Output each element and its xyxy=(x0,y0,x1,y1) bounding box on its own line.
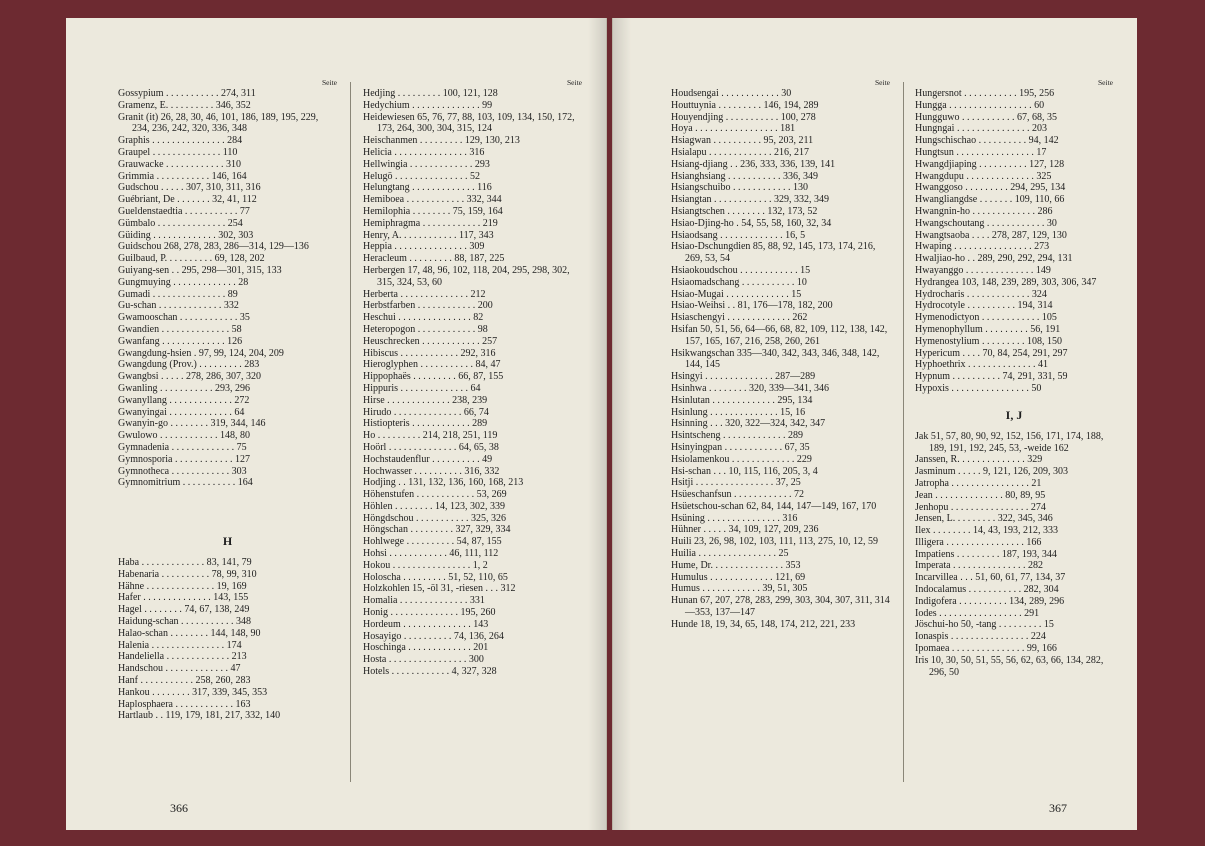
index-entry: Hohsi . . . . . . . . . . . . 46, 111, 112 xyxy=(363,548,499,560)
index-entry: Iris 10, 30, 50, 51, 55, 56, 62, 63, 66, 134, 282, 296, 50 xyxy=(915,654,1104,678)
index-entry: Hotels . . . . . . . . . . . . 4, 327, 328 xyxy=(363,666,497,678)
index-entry: Hsiang-djiang . . 236, 333, 336, 139, 141 xyxy=(671,158,836,170)
index-entry: Homalia . . . . . . . . . . . . . . 331 xyxy=(363,595,485,607)
index-entries xyxy=(915,88,1113,395)
index-entry: Hordeum . . . . . . . . . . . . . . 143 xyxy=(363,618,489,630)
index-entry: Hungguwo . . . . . . . . . . . 67, 68, 35 xyxy=(915,111,1057,123)
index-entry: Indigofera . . . . . . . . . . 134, 289, 296 xyxy=(915,595,1065,607)
column-header: Seite xyxy=(567,78,582,87)
index-entry: Hsikwangschan 335—340, 342, 343, 346, 348, 142, 144, 145 xyxy=(671,347,880,371)
index-entry: Gwamooschan . . . . . . . . . . . . 35 xyxy=(118,312,250,324)
index-entry: Hsitji . . . . . . . . . . . . . . . . 37, 25 xyxy=(671,477,801,489)
index-entry: Hagel . . . . . . . . 74, 67, 138, 249 xyxy=(118,604,250,616)
index-entry: Hydrocotyle . . . . . . . . . . 194, 314 xyxy=(915,300,1053,312)
index-entry: Incarvillea . . . 51, 60, 61, 77, 134, 37 xyxy=(915,572,1066,584)
index-entry: Ipomaea . . . . . . . . . . . . . . . 99, 166 xyxy=(915,643,1057,655)
index-entry: Hsiaschengyi . . . . . . . . . . . . . 262 xyxy=(671,312,808,324)
index-entry: Hsingyi . . . . . . . . . . . . . . 287—289 xyxy=(671,371,816,383)
index-entry: Jean . . . . . . . . . . . . . . 80, 89, 95 xyxy=(915,489,1046,501)
gutter-shadow xyxy=(588,18,606,830)
index-entry: Granit (it) 26, 28, 30, 46, 101, 186, 189, 195, 229, 234, 236, 242, 320, 336, 348 xyxy=(118,111,319,135)
index-entry: Heuschrecken . . . . . . . . . . . . 257 xyxy=(363,335,498,347)
index-entry: Huilia . . . . . . . . . . . . . . . . 25 xyxy=(671,548,789,560)
index-entry: Hafer . . . . . . . . . . . . . . 143, 155 xyxy=(118,592,249,604)
index-entry: Güiding . . . . . . . . . . . . . 302, 303 xyxy=(118,229,254,241)
index-entry: Gwanyingai . . . . . . . . . . . . . 64 xyxy=(118,406,245,418)
index-entry: Hibiscus . . . . . . . . . . . . 292, 316 xyxy=(363,347,496,359)
index-entry: Gymnadenia . . . . . . . . . . . . . 75 xyxy=(118,441,247,453)
index-entry: Halao-schan . . . . . . . . 144, 148, 90 xyxy=(118,627,261,639)
index-entry: Houdsengai . . . . . . . . . . . . 30 xyxy=(671,88,792,99)
index-entry: Ho . . . . . . . . . 214, 218, 251, 119 xyxy=(363,430,498,442)
index-entry: Imperata . . . . . . . . . . . . . . . 282 xyxy=(915,560,1044,572)
index-entry: Halenia . . . . . . . . . . . . . . . 174 xyxy=(118,639,242,651)
index-entry: Hwangtsaoba . . . . 278, 287, 129, 130 xyxy=(915,229,1067,241)
index-entry: Gwulowo . . . . . . . . . . . . 148, 80 xyxy=(118,430,250,442)
index-entry: Gungmuying . . . . . . . . . . . . . 28 xyxy=(118,276,249,288)
index-entry: Hymenophyllum . . . . . . . . . 56, 191 xyxy=(915,323,1061,335)
index-entry: Hsinning . . . 320, 322—324, 342, 347 xyxy=(671,418,826,430)
index-entry: Ionaspis . . . . . . . . . . . . . . . . 224 xyxy=(915,631,1046,643)
column-header: Seite xyxy=(875,78,890,87)
index-entry: Guidschou 268, 278, 283, 286—314, 129—136 xyxy=(118,241,309,253)
index-entry: Haplosphaera . . . . . . . . . . . . 163 xyxy=(118,698,251,710)
index-entry: Jasminum . . . . . 9, 121, 126, 209, 303 xyxy=(915,466,1069,478)
index-entry: Hsinlung . . . . . . . . . . . . . . 15, 16 xyxy=(671,406,806,418)
section-heading: H xyxy=(222,534,233,549)
index-entry: Hsiaomadschang . . . . . . . . . . . 10 xyxy=(671,276,807,288)
index-entries xyxy=(118,557,337,722)
index-entry: Hartlaub . . 119, 179, 181, 217, 332, 140 xyxy=(118,710,281,722)
index-entry: Grauwacke . . . . . . . . . . . . 310 xyxy=(118,158,242,170)
index-entry: Hippuris . . . . . . . . . . . . . . 64 xyxy=(363,382,481,394)
index-entry: Hirse . . . . . . . . . . . . . 238, 239 xyxy=(363,394,488,406)
index-entry: Jenhopu . . . . . . . . . . . . . . . . 274 xyxy=(915,501,1046,513)
index-entry: Gwangbsi . . . . . 278, 286, 307, 320 xyxy=(118,371,262,383)
index-entry: Heteropogon . . . . . . . . . . . . 98 xyxy=(363,323,488,335)
index-entry: Habenaria . . . . . . . . . . 78, 99, 310 xyxy=(118,568,257,580)
index-entry: Gu-schan . . . . . . . . . . . . . 332 xyxy=(118,300,239,312)
index-entry: Hwangnin-ho . . . . . . . . . . . . . 286 xyxy=(915,205,1053,217)
column-divider xyxy=(350,82,351,782)
index-entries xyxy=(118,88,337,489)
index-entry: Guilbaud, P. . . . . . . . . . 69, 128, 202 xyxy=(118,253,265,265)
index-entry: Handeliella . . . . . . . . . . . . . 213 xyxy=(118,651,247,663)
index-entry: Hsiao-Djing-ho . 54, 55, 58, 160, 32, 34 xyxy=(671,217,832,229)
index-entry: Gwanling . . . . . . . . . . . 293, 296 xyxy=(118,382,250,394)
index-entry: Houyendjing . . . . . . . . . . . 100, 278 xyxy=(671,111,816,123)
index-entry: Hsiangtschen . . . . . . . . 132, 173, 52 xyxy=(671,205,818,217)
index-column-1 xyxy=(118,78,337,722)
index-entry: Gwangdung-hsien . 97, 99, 124, 204, 209 xyxy=(118,347,284,359)
index-entry: Hungtsun . . . . . . . . . . . . . . . . 17 xyxy=(915,146,1047,158)
index-entry: Gwangdung (Prov.) . . . . . . . . . 283 xyxy=(118,359,260,371)
index-entry: Helicia . . . . . . . . . . . . . . . 316 xyxy=(363,146,485,158)
index-entry: Hsiolamenkou . . . . . . . . . . . . . 229 xyxy=(671,453,812,465)
index-entry: Hungngai . . . . . . . . . . . . . . . 203 xyxy=(915,123,1047,135)
index-entry: Hodjing . . 131, 132, 136, 160, 168, 213 xyxy=(363,477,524,489)
index-entry: Gwandien . . . . . . . . . . . . . . 58 xyxy=(118,323,242,335)
index-entries xyxy=(363,88,582,678)
index-entry: Haba . . . . . . . . . . . . . 83, 141, 79 xyxy=(118,557,252,569)
index-entry: Graphis . . . . . . . . . . . . . . . 284 xyxy=(118,135,243,147)
index-entry: Hunan 67, 207, 278, 283, 299, 303, 304, 307, 311, 314—353, 137—147 xyxy=(671,595,890,619)
index-entry: Impatiens . . . . . . . . . 187, 193, 344 xyxy=(915,548,1057,560)
index-entry: Hsi-schan . . . 10, 115, 116, 205, 3, 4 xyxy=(671,465,818,477)
index-entry: Heidewiesen 65, 76, 77, 88, 103, 109, 134, 150, 172, 173, 264, 300, 304, 315, 124 xyxy=(363,111,575,135)
index-entry: Hoschinga . . . . . . . . . . . . . 201 xyxy=(363,642,489,654)
index-entry: Hsinyingpan . . . . . . . . . . . . 67, 35 xyxy=(671,441,810,453)
index-entry: Höhlen . . . . . . . . 14, 123, 302, 339 xyxy=(363,500,505,512)
right-page xyxy=(612,18,1137,830)
index-entry: Indocalamus . . . . . . . . . . . 282, 304 xyxy=(915,584,1059,596)
index-entry: Gymnotheca . . . . . . . . . . . . 303 xyxy=(118,465,247,477)
index-entry: Histiopteris . . . . . . . . . . . . 289 xyxy=(363,418,488,430)
index-entry: Hsiangschuibo . . . . . . . . . . . . 130 xyxy=(671,182,808,194)
index-entry: Gwanfang . . . . . . . . . . . . . 126 xyxy=(118,335,243,347)
index-entry: Humulus . . . . . . . . . . . . . 121, 69 xyxy=(671,571,806,583)
index-entry: Hwangdjiaping . . . . . . . . . . 127, 128 xyxy=(915,158,1065,170)
index-entry: Höngschan . . . . . . . . . 327, 329, 334 xyxy=(363,524,511,536)
index-entry: Heischanmen . . . . . . . . . 129, 130, 213 xyxy=(363,135,520,147)
index-entry: Hymenostylium . . . . . . . . . 108, 150 xyxy=(915,335,1062,347)
index-entry: Humus . . . . . . . . . . . . 39, 51, 305 xyxy=(671,583,808,595)
index-entry: Iodes . . . . . . . . . . . . . . . . . 291 xyxy=(915,607,1040,619)
index-entry: Gümbalo . . . . . . . . . . . . . . 254 xyxy=(118,217,243,229)
index-entry: Hsiagwan . . . . . . . . . . 95, 203, 211 xyxy=(671,135,814,147)
index-entry: Hungschischao . . . . . . . . . . 94, 142 xyxy=(915,135,1059,147)
index-entry: Hsiangtan . . . . . . . . . . . . 329, 332, 349 xyxy=(671,194,830,206)
index-entry: Gymnosporia . . . . . . . . . . . . 127 xyxy=(118,453,250,465)
index-entry: Heschui . . . . . . . . . . . . . . . 82 xyxy=(363,312,484,324)
index-entry: Hsüning . . . . . . . . . . . . . . . 316 xyxy=(671,512,798,524)
index-entry: Hwangliangdse . . . . . . . 109, 110, 66 xyxy=(915,194,1065,206)
index-entry: Janssen, R. . . . . . . . . . . . . . 329 xyxy=(915,454,1043,466)
index-entry: Hokou . . . . . . . . . . . . . . . . 1, 2 xyxy=(363,559,488,571)
column-divider xyxy=(903,82,904,782)
index-entry: Jak 51, 57, 80, 90, 92, 152, 156, 171, 174, 188, 189, 191, 192, 245, 53, -weide 162 xyxy=(915,430,1104,454)
index-entry: Hsifan 50, 51, 56, 64—66, 68, 82, 109, 112, 138, 142, 157, 165, 167, 216, 258, 260, 261 xyxy=(671,323,888,347)
index-entry: Graupel . . . . . . . . . . . . . . 110 xyxy=(118,146,238,158)
index-entry: Heppia . . . . . . . . . . . . . . . 309 xyxy=(363,241,485,253)
index-entry: Henry, A. . . . . . . . . . . . 117, 343 xyxy=(363,229,494,241)
index-entry: Hochstaudenflur . . . . . . . . . . 49 xyxy=(363,453,493,465)
index-entry: Guébriant, De . . . . . . . 32, 41, 112 xyxy=(118,194,257,206)
index-column-2 xyxy=(915,78,1113,678)
index-entry: Gueldenstaedtia . . . . . . . . . . . 77 xyxy=(118,205,250,217)
index-entry: Hwayanggo . . . . . . . . . . . . . . 149 xyxy=(915,264,1051,276)
column-header: Seite xyxy=(1098,78,1113,87)
index-entry: Hemilophia . . . . . . . . 75, 159, 164 xyxy=(363,205,503,217)
index-entry: Hsiaokoudschou . . . . . . . . . . . . 15 xyxy=(671,264,811,276)
index-entry: Hypoxis . . . . . . . . . . . . . . . . 50 xyxy=(915,382,1042,394)
index-entry: Herberta . . . . . . . . . . . . . . 212 xyxy=(363,288,486,300)
section-heading: I, J xyxy=(1005,407,1023,422)
index-entry: Hsinlutan . . . . . . . . . . . . . 295, 134 xyxy=(671,394,813,406)
index-entry: Hohlwege . . . . . . . . . . 54, 87, 155 xyxy=(363,536,502,548)
index-entry: Holzkohlen 15, -öl 31, -riesen . . . 312 xyxy=(363,583,516,595)
index-entry: Hsiao-Weihsi . . 81, 176—178, 182, 200 xyxy=(671,300,833,312)
index-entry: Illigera . . . . . . . . . . . . . . . . 166 xyxy=(915,536,1042,548)
index-entry: Hunde 18, 19, 34, 65, 148, 174, 212, 221, 233 xyxy=(671,618,856,630)
index-entry: Hsianghsiang . . . . . . . . . . . 336, 349 xyxy=(671,170,818,182)
index-entry: Hsiao-Mugai . . . . . . . . . . . . . 15 xyxy=(671,288,802,300)
index-entry: Holoscha . . . . . . . . . 51, 52, 110, 65 xyxy=(363,571,508,583)
index-entry: Hsintscheng . . . . . . . . . . . . . 289 xyxy=(671,430,803,442)
index-entry: Hoya . . . . . . . . . . . . . . . . . 181 xyxy=(671,123,796,135)
index-entry: Hwaping . . . . . . . . . . . . . . . . 273 xyxy=(915,241,1050,253)
index-entry: Hwanggoso . . . . . . . . . 294, 295, 134 xyxy=(915,182,1066,194)
index-entry: Gossypium . . . . . . . . . . . 274, 311 xyxy=(118,88,256,99)
index-entry: Hsüetschou-schan 62, 84, 144, 147—149, 167, 170 xyxy=(671,500,877,512)
index-column-1 xyxy=(671,78,890,631)
column-header: Seite xyxy=(322,78,337,87)
index-entry: Jensen, L. . . . . . . . . 322, 345, 346 xyxy=(915,513,1053,525)
gutter-shadow xyxy=(613,18,631,830)
index-entry: Hungga . . . . . . . . . . . . . . . . . 60 xyxy=(915,99,1045,111)
index-entry: Grimmia . . . . . . . . . . . 146, 164 xyxy=(118,170,247,182)
index-entry: Hwangdupu . . . . . . . . . . . . . . 325 xyxy=(915,170,1052,182)
index-entry: Hyphoethrix . . . . . . . . . . . . . . 41 xyxy=(915,359,1049,371)
index-entry: Hypericum . . . . 70, 84, 254, 291, 297 xyxy=(915,347,1068,359)
index-entry: Helungtang . . . . . . . . . . . . . 116 xyxy=(363,182,492,194)
left-page xyxy=(66,18,607,830)
index-entry: Gudschou . . . . . 307, 310, 311, 316 xyxy=(118,182,261,194)
index-entry: Haidung-schan . . . . . . . . . . . 348 xyxy=(118,616,252,628)
index-entry: Höngdschou . . . . . . . . . . . 325, 326 xyxy=(363,512,507,524)
index-entry: Hühner . . . . . 34, 109, 127, 209, 236 xyxy=(671,524,819,536)
index-entry: Hankou . . . . . . . . 317, 339, 345, 353 xyxy=(118,686,268,698)
index-entry: Hypnum . . . . . . . . . . 74, 291, 331, 59 xyxy=(915,371,1068,383)
index-entry: Ilex . . . . . . . . 14, 43, 193, 212, 333 xyxy=(915,525,1059,537)
index-entry: Gramenz, E. . . . . . . . . . 346, 352 xyxy=(118,99,251,111)
index-entry: Heracleum . . . . . . . . . 88, 187, 225 xyxy=(363,253,505,265)
index-entry: Herbergen 17, 48, 96, 102, 118, 204, 295, 298, 302, 315, 324, 53, 60 xyxy=(363,264,570,288)
index-entries xyxy=(915,431,1113,679)
index-entry: Hippophaës . . . . . . . . . 66, 87, 155 xyxy=(363,371,504,383)
index-entry: Hieroglyphen . . . . . . . . . . . 84, 47 xyxy=(363,359,501,371)
index-entry: Hsüeschanfsun . . . . . . . . . . . . 72 xyxy=(671,489,805,501)
index-entry: Hähne . . . . . . . . . . . . . . 19, 169 xyxy=(118,580,247,592)
index-entry: Hydrangea 103, 148, 239, 289, 303, 306, 347 xyxy=(915,276,1097,288)
index-entry: Hwaljiao-ho . . 289, 290, 292, 294, 131 xyxy=(915,253,1073,265)
index-entry: Gwanyin-go . . . . . . . . 319, 344, 146 xyxy=(118,418,266,430)
index-entries xyxy=(671,88,890,631)
index-entry: Hirudo . . . . . . . . . . . . . . 66, 74 xyxy=(363,406,489,418)
index-entry: Honig . . . . . . . . . . . . . . 195, 260 xyxy=(363,607,496,619)
index-entry: Hemiphragma . . . . . . . . . . . . 219 xyxy=(363,217,498,229)
index-entry: Hwangschoutang . . . . . . . . . . . . 30 xyxy=(915,217,1057,229)
index-entry: Hoörl . . . . . . . . . . . . . . 64, 65, 38 xyxy=(363,441,499,453)
index-entry: Helugö . . . . . . . . . . . . . . . 52 xyxy=(363,170,480,182)
index-column-2 xyxy=(363,78,582,678)
index-entry: Hanf . . . . . . . . . . . 258, 260, 283 xyxy=(118,675,251,687)
index-entry: Hsinhwa . . . . . . . . 320, 339—341, 346 xyxy=(671,382,830,394)
index-entry: Hedjing . . . . . . . . . 100, 121, 128 xyxy=(363,88,498,99)
index-entry: Hemiboea . . . . . . . . . . . . 332, 344 xyxy=(363,194,502,206)
index-entry: Hume, Dr. . . . . . . . . . . . . . . 353 xyxy=(671,559,801,571)
index-entry: Jöschui-ho 50, -tang . . . . . . . . . 15 xyxy=(915,619,1054,631)
index-entry: Gymnomitrium . . . . . . . . . . . 164 xyxy=(118,477,253,489)
index-entry: Hosayigo . . . . . . . . . . 74, 136, 264 xyxy=(363,630,504,642)
index-entry: Huili 23, 26, 98, 102, 103, 111, 113, 275, 10, 12, 59 xyxy=(671,536,878,548)
index-entry: Handschou . . . . . . . . . . . . . 47 xyxy=(118,663,241,675)
index-entry: Hydrocharis . . . . . . . . . . . . . 324 xyxy=(915,288,1047,300)
index-entry: Hedychium . . . . . . . . . . . . . . 99 xyxy=(363,99,493,111)
index-entry: Houttuynia . . . . . . . . . 146, 194, 289 xyxy=(671,99,819,111)
index-entry: Guiyang-sen . . 295, 298—301, 315, 133 xyxy=(118,264,282,276)
index-entry: Hungersnot . . . . . . . . . . . 195, 256 xyxy=(915,88,1055,99)
index-entry: Hellwingia . . . . . . . . . . . . . 293 xyxy=(363,158,490,170)
index-entry: Höhenstufen . . . . . . . . . . . . 53, 269 xyxy=(363,489,507,501)
index-entry: Hosta . . . . . . . . . . . . . . . . 300 xyxy=(363,654,484,666)
index-entry: Herbstfarben . . . . . . . . . . . . 200 xyxy=(363,300,493,312)
page-number: 367 xyxy=(1049,801,1067,815)
index-entry: Hochwasser . . . . . . . . . . 316, 332 xyxy=(363,465,500,477)
index-entry: Jatropha . . . . . . . . . . . . . . . . 21 xyxy=(915,477,1042,489)
index-entry: Hsiaodsang . . . . . . . . . . . . . 16, 5 xyxy=(671,229,806,241)
index-entry: Hsialapu . . . . . . . . . . . . . 216, 217 xyxy=(671,146,810,158)
page-number: 366 xyxy=(170,801,188,815)
index-entry: Hymenodictyon . . . . . . . . . . . . 105 xyxy=(915,312,1057,324)
index-entry: Gumadi . . . . . . . . . . . . . . . 89 xyxy=(118,288,238,300)
index-entry: Gwanyllang . . . . . . . . . . . . . 272 xyxy=(118,394,250,406)
index-entry: Hsiao-Dschungdien 85, 88, 92, 145, 173, 174, 216, 269, 53, 54 xyxy=(671,241,876,265)
